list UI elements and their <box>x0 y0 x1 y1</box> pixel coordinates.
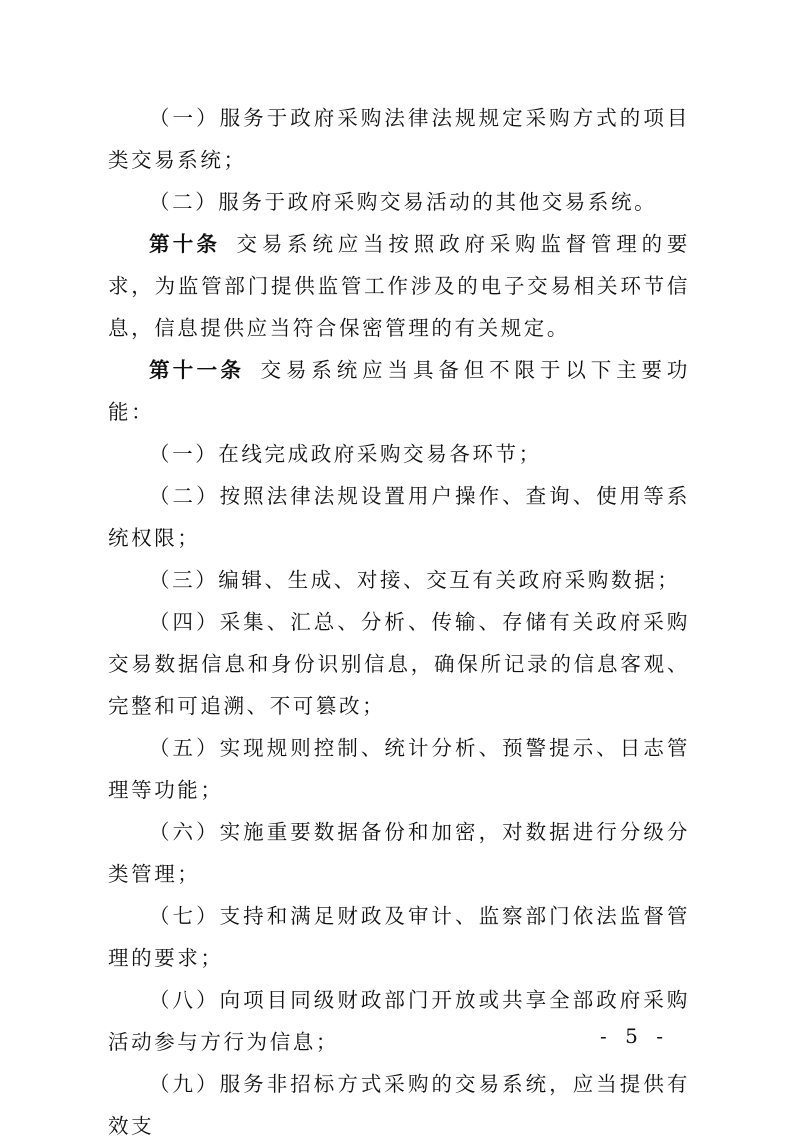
paragraph-13 <box>108 1063 690 1147</box>
paragraph-text: （八）向项目同级财政部门开放或共享全部政府采购活动参与方行为信息； <box>108 988 690 1054</box>
paragraph-text: （二）服务于政府采购交易活动的其他交易系统。 <box>149 190 658 214</box>
paragraph-text: 交易系统应当具备但不限于以下主要功能： <box>108 358 691 424</box>
paragraph-text: （二）按照法律法规设置用户操作、查询、使用等系统权限； <box>108 484 690 550</box>
article-10 <box>108 223 690 349</box>
paragraph-8 <box>108 601 690 727</box>
paragraph-1 <box>108 97 690 181</box>
paragraph-text: （四）采集、汇总、分析、传输、存储有关政府采购交易数据信息和身份识别信息，确保所记录的信息客观、完整和可追溯、不可篡改； <box>108 610 690 718</box>
paragraph-11 <box>108 895 690 979</box>
paragraph-text: （九）服务非招标方式采购的交易系统，应当提供有效支 <box>108 1072 690 1138</box>
paragraph-7 <box>108 559 690 601</box>
paragraph-10 <box>108 811 690 895</box>
paragraph-text: （一）在线完成政府采购交易各环节； <box>149 442 542 466</box>
paragraph-text: （五）实现规则控制、统计分析、预警提示、日志管理等功能； <box>108 736 690 802</box>
article-heading: 第十一条 <box>149 358 245 382</box>
paragraph-text: （六）实施重要数据备份和加密，对数据进行分级分类管理； <box>108 820 690 886</box>
page-number: - 5 - <box>600 1024 669 1048</box>
paragraph-text: 交易系统应当按照政府采购监督管理的要求，为监管部门提供监管工作涉及的电子交易相关环节信息，信息提供应当符合保密管理的有关规定。 <box>108 232 690 340</box>
article-11 <box>108 349 690 433</box>
paragraph-5 <box>108 433 690 475</box>
document-body <box>108 97 690 1147</box>
paragraph-text: （七）支持和满足财政及审计、监察部门依法监督管理的要求； <box>108 904 690 970</box>
paragraph-text: （一）服务于政府采购法律法规规定采购方式的项目类交易系统； <box>108 106 690 172</box>
paragraph-2 <box>108 181 690 223</box>
paragraph-9 <box>108 727 690 811</box>
article-heading: 第十条 <box>149 232 221 256</box>
paragraph-6 <box>108 475 690 559</box>
paragraph-text: （三）编辑、生成、对接、交互有关政府采购数据； <box>149 568 681 592</box>
paragraph-12 <box>108 979 690 1063</box>
